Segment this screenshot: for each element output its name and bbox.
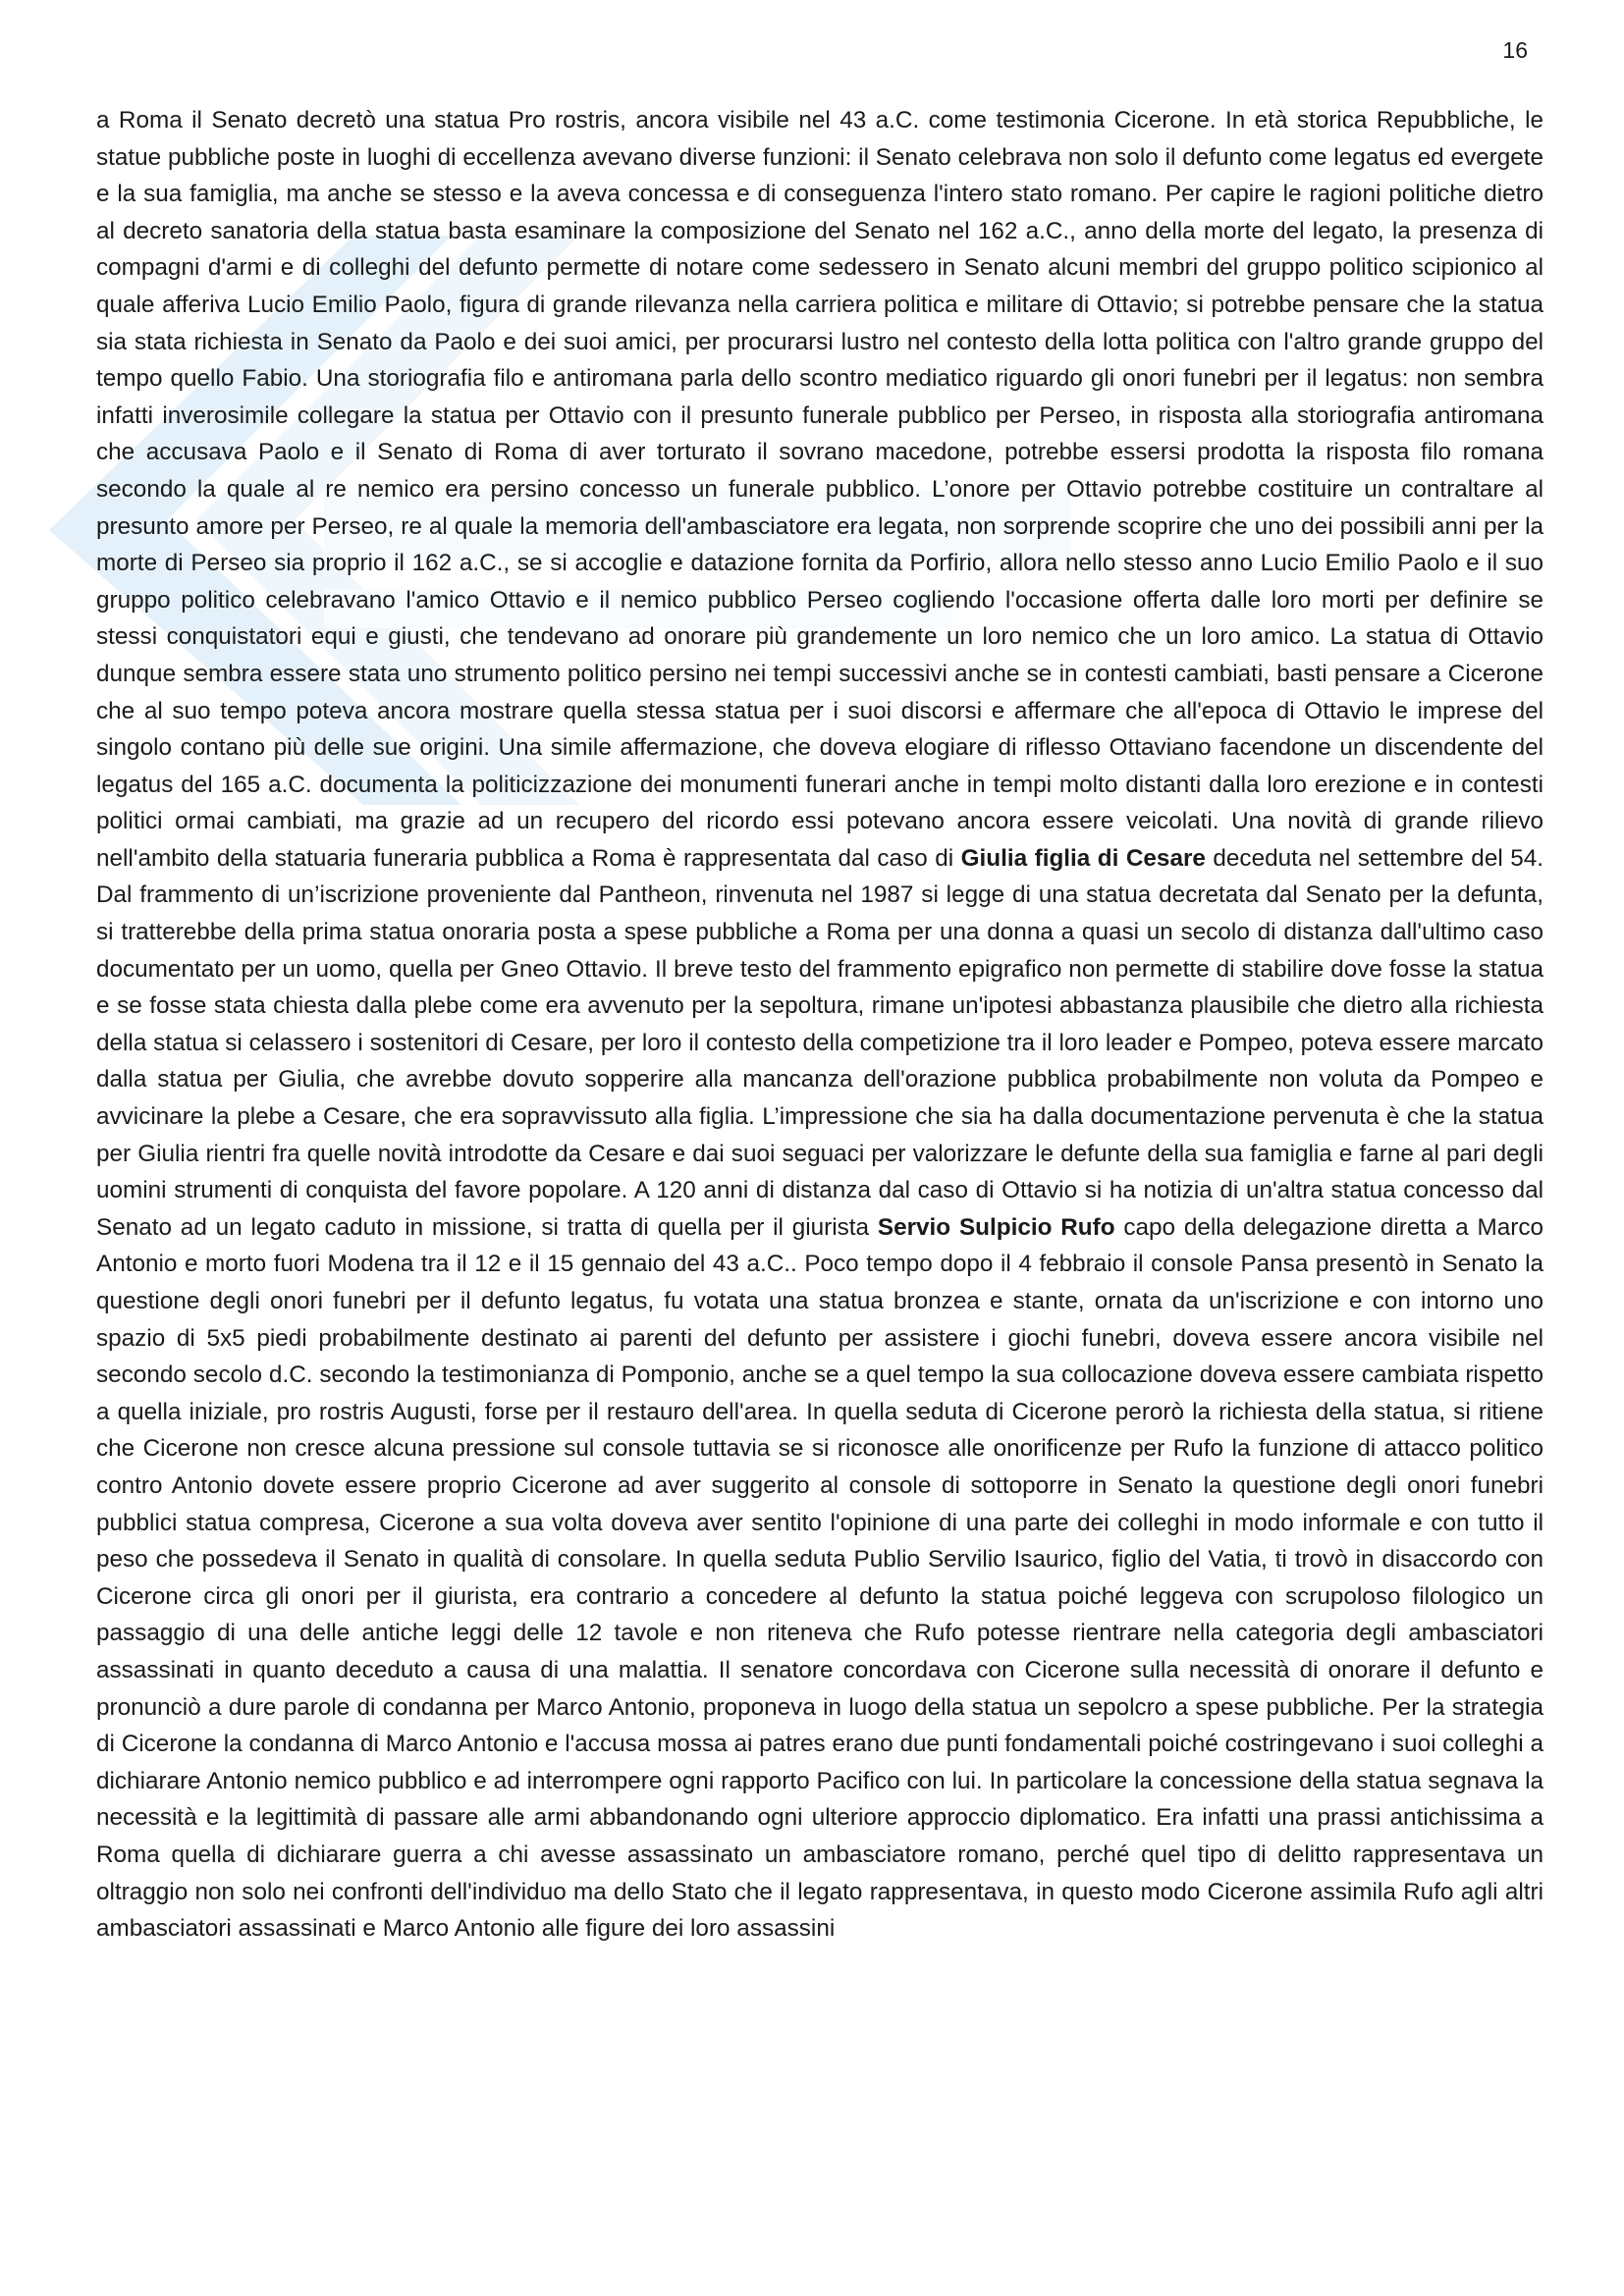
bold-name-giulia: Giulia figlia di Cesare [960, 844, 1206, 872]
body-text-part-3: capo della delegazione diretta a Marco Antonio e morto fuori Modena tra il 12 e il 15 gennaio del 43 a.C.. Poco tempo dopo il 4 febbraio il console Pansa presentò in Senato la questione degli onori funebri per il defunto legatus, fu votata una statua bronzea e stante, ornata da un'iscrizione e con intorno uno spazio di 5x5 piedi probabilmente destinato ai parenti del defunto per assistere i giochi funebri, doveva essere ancora visibile nel secondo secolo d.C. secondo la testimonianza di Pomponio, anche se a quel tempo la sua collocazione doveva essere cambiata rispetto a quella iniziale, pro rostris Augusti, forse per il restauro dell'area. In quella seduta di Cicerone perorò la richiesta della statua, si ritiene che Cicerone non cresce alcuna pressione sul console tuttavia se si riconosce alle onorificenze per Rufo la funzione di attacco politico contro Antonio dovete essere proprio Cicerone ad aver suggerito al console di sottoporre in Senato la questione degli onori funebri pubblici statua compresa, Cicerone a sua volta doveva aver sentito l'opinione di una parte dei colleghi in modo informale e con tutto il peso che possedeva il Senato in qualità di consolare. In quella seduta Publio Servilio Isaurico, figlio del Vatia, ti trovò in disaccordo con Cicerone circa gli onori per il giurista, era contrario a concedere al defunto la statua poiché leggeva con scrupoloso filologico un passaggio di una delle antiche leggi delle 12 tavole e non riteneva che Rufo potesse rientrare nella categoria degli ambasciatori assassinati in quanto deceduto a causa di una malattia. Il senatore concordava con Cicerone sulla necessità di onorare il defunto e pronunciò a dure parole di condanna per Marco Antonio, proponeva in luogo della statua un sepolcro a spese pubbliche. Per la strategia di Cicerone la condanna di Marco Antonio e l'accusa mossa ai patres erano due punti fondamentali poiché costringevano i suoi colleghi a dichiarare Antonio nemico pubblico e ad interrompere ogni rapporto Pacifico con lui. In particolare la concessione della statua segnava la necessità e la legittimità di passare alle armi abbandonando ogni ulteriore approccio diplomatico. Era infatti una prassi antichissima a Roma quella di dichiarare guerra a chi avesse assassinato un ambasciatore romano, perché quel tipo di delitto rappresentava un oltraggio non solo nei confronti dell'individuo ma dello Stato che il legato rappresentava, in questo modo Cicerone assimila Rufo agli altri ambasciatori assassinati e Marco Antonio alle figure dei loro assassini [96, 1213, 1543, 1943]
body-paragraph [96, 102, 1543, 1948]
page-number: 16 [1502, 37, 1528, 63]
bold-name-servio-sulpicio-rufo: Servio Sulpicio Rufo [877, 1213, 1115, 1241]
body-text-part-2: deceduta nel settembre del 54. Dal frammento di un’iscrizione proveniente dal Pantheon, rinvenuta nel 1987 si legge di una statua decretata dal Senato per la defunta, si tratterebbe della prima statua onoraria posta a spese pubbliche a Roma per una donna a quasi un secolo di distanza dall'ultimo caso documentato per un uomo, quella per Gneo Ottavio. Il breve testo del frammento epigrafico non permette di stabilire dove fosse la statua e se fosse stata chiesta dalla plebe come era avvenuto per la sepoltura, rimane un'ipotesi abbastanza plausibile che dietro alla richiesta della statua si celassero i sostenitori di Cesare, per loro il contesto della competizione tra il loro leader e Pompeo, poteva essere marcato dalla statua per Giulia, che avrebbe dovuto sopperire alla mancanza dell'orazione pubblica probabilmente non voluta da Pompeo e avvicinare la plebe a Cesare, che era sopravvissuto alla figlia. L’impressione che sia ha dalla documentazione pervenuta è che la statua per Giulia rientri fra quelle novità introdotte da Cesare e dai suoi seguaci per valorizzare le defunte della sua famiglia e farne al pari degli uomini strumenti di conquista del favore popolare. A 120 anni di distanza dal caso di Ottavio si ha notizia di un'altra statua concesso dal Senato ad un legato caduto in missione, si tratta di quella per il giurista [96, 844, 1543, 1241]
body-text-part-1: a Roma il Senato decretò una statua Pro rostris, ancora visibile nel 43 a.C. come testimonia Cicerone. In età storica Repubbliche, le statue pubbliche poste in luoghi di eccellenza avevano diverse funzioni: il Senato celebrava non solo il defunto come legatus ed evergete e la sua famiglia, ma anche se stesso e la aveva concessa e di conseguenza l'intero stato romano. Per capire le ragioni politiche dietro al decreto sanatoria della statua basta esaminare la composizione del Senato nel 162 a.C., anno della morte del legato, la presenza di compagni d'armi e di colleghi del defunto permette di notare come sedessero in Senato alcuni membri del gruppo politico scipionico al quale afferiva Lucio Emilio Paolo, figura di grande rilevanza nella carriera politica e militare di Ottavio; si potrebbe pensare che la statua sia stata richiesta in Senato da Paolo e dei suoi amici, per procurarsi lustro nel contesto della lotta politica con l'altro grande gruppo del tempo quello Fabio. Una storiografia filo e antiromana parla dello scontro mediatico riguardo gli onori funebri per il legatus: non sembra infatti inverosimile collegare la statua per Ottavio con il presunto funerale pubblico per Perseo, in risposta alla storiografia antiromana che accusava Paolo e il Senato di Roma di aver torturato il sovrano macedone, potrebbe essersi prodotta la risposta filo romana secondo la quale al re nemico era persino concesso un funerale pubblico. L’onore per Ottavio potrebbe costituire un contraltare al presunto amore per Perseo, re al quale la memoria dell'ambasciatore era legata, non sorprende scoprire che uno dei possibili anni per la morte di Perseo sia proprio il 162 a.C., se si accoglie e datazione fornita da Porfirio, allora nello stesso anno Lucio Emilio Paolo e il suo gruppo politico celebravano l'amico Ottavio e il nemico pubblico Perseo cogliendo l'occasione offerta dalle loro morti per definire se stessi conquistatori equi e giusti, che tendevano ad onorare più grandemente un loro nemico che un loro amico. La statua di Ottavio dunque sembra essere stata uno strumento politico persino nei tempi successivi anche se in contesti cambiati, basti pensare a Cicerone che al suo tempo poteva ancora mostrare quella stessa statua per i suoi discorsi e affermare che all'epoca di Ottavio le imprese del singolo contano più delle sue origini. Una simile affermazione, che doveva elogiare di riflesso Ottaviano facendone un discendente del legatus del 165 a.C. documenta la politicizzazione dei monumenti funerari anche in tempi molto distanti dalla loro erezione e in contesti politici ormai cambiati, ma grazie ad un recupero del ricordo essi potevano ancora essere veicolati. Una novità di grande rilievo nell'ambito della statuaria funeraria pubblica a Roma è rappresentata dal caso di [96, 107, 1543, 872]
